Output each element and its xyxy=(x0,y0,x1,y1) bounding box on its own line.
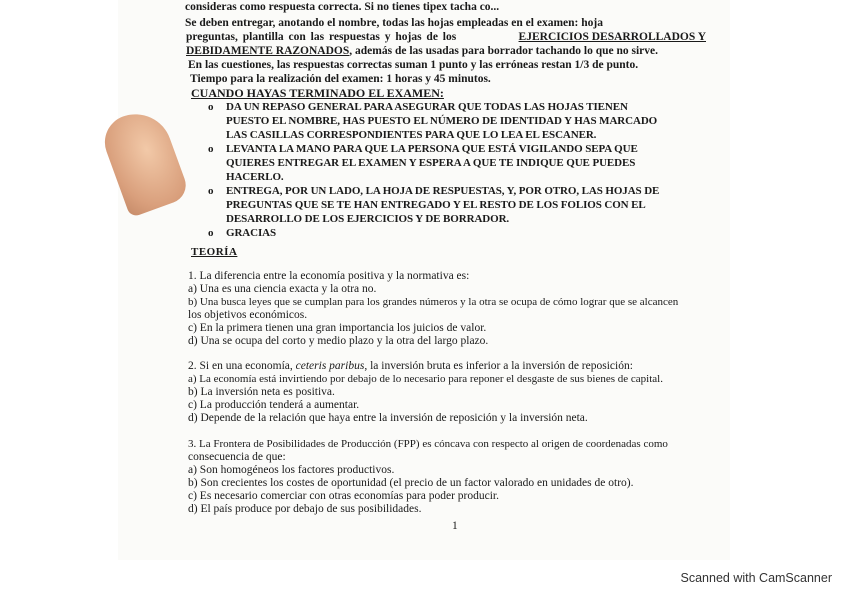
answer-option: a) Son homogéneos los factores productivos. xyxy=(188,464,395,476)
bullet-line: HACERLO. xyxy=(226,171,284,183)
bullet-icon: o xyxy=(208,143,214,155)
instruction-line: Tiempo para la realización del examen: 1 horas y 45 minutos. xyxy=(190,73,491,85)
bullet-line: PUESTO EL NOMBRE, HAS PUESTO EL NÚMERO DE IDENTIDAD Y HAS MARCADO xyxy=(226,115,658,127)
instruction-line: En las cuestiones, las respuestas correctas suman 1 punto y las erróneas restan 1/3 de punto. xyxy=(188,59,639,71)
instruction-line xyxy=(186,31,706,44)
answer-option: a) Una es una ciencia exacta y la otra no. xyxy=(188,283,377,295)
bullet-line: DA UN REPASO GENERAL PARA ASEGURAR QUE TODAS LAS HOJAS TIENEN xyxy=(226,101,628,113)
bullet-line: ENTREGA, POR UN LADO, LA HOJA DE RESPUESTAS, Y, POR OTRO, LAS HOJAS DE xyxy=(226,185,660,197)
answer-option: b) Son crecientes los costes de oportunidad (el precio de un factor valorado en unidades de otro). xyxy=(188,477,634,489)
bullet-line: LAS CASILLAS CORRESPONDIENTES PARA QUE LO LEA EL ESCANER. xyxy=(226,129,597,141)
bullet-line: DESARROLLO DE LOS EJERCICIOS Y DE BORRADOR. xyxy=(226,213,510,225)
question-text: 2. Si en una economía, xyxy=(188,360,296,372)
bullet-line: GRACIAS xyxy=(226,227,277,239)
scanner-watermark: Scanned with CamScanner xyxy=(680,571,832,585)
cut-off-line: consideras como respuesta correcta. Si no tienes tipex tacha co... xyxy=(185,1,500,13)
question-title: 1. La diferencia entre la economía positiva y la normativa es: xyxy=(188,270,470,282)
instruction-text: , además de las usadas para borrador tachando lo que no sirve. xyxy=(349,45,658,57)
question-title xyxy=(188,360,633,373)
instruction-emphasis: DEBIDAMENTE RAZONADOS xyxy=(186,45,350,57)
answer-option: d) Una se ocupa del corto y medio plazo y la otra del largo plazo. xyxy=(188,335,489,347)
page-content xyxy=(0,1,848,568)
answer-option: d) El país produce por debajo de sus posibilidades. xyxy=(188,503,422,515)
instruction-emphasis: EJERCICIOS DESARROLLADOS Y xyxy=(518,31,706,43)
bullet-line: PREGUNTAS QUE SE TE HAN ENTREGADO Y EL RESTO DE LOS FOLIOS CON EL xyxy=(226,199,646,211)
answer-option: d) Depende de la relación que haya entre la inversión de reposición y la inversión neta. xyxy=(188,412,588,424)
page-number: 1 xyxy=(452,520,458,532)
answer-option: b) La inversión neta es positiva. xyxy=(188,386,335,398)
instruction-line xyxy=(186,45,658,58)
bullet-line: QUIERES ENTREGAR EL EXAMEN Y ESPERA A QUE TE INDIQUE QUE PUEDES xyxy=(226,157,636,169)
bullet-icon: o xyxy=(208,185,214,197)
answer-option: los objetivos económicos. xyxy=(188,309,308,321)
answer-option: c) La producción tenderá a aumentar. xyxy=(188,399,360,411)
instruction-text: preguntas, plantilla con las respuestas y hojas de los xyxy=(186,31,457,43)
bullet-icon: o xyxy=(208,101,214,113)
answer-option: b) Una busca leyes que se cumplan para los grandes números y la otra se ocupa de cómo lograr que se alcancen xyxy=(188,296,679,308)
answer-option: c) Es necesario comerciar con otras economías para poder producir. xyxy=(188,490,499,502)
bullet-icon: o xyxy=(208,227,214,239)
instruction-heading: CUANDO HAYAS TERMINADO EL EXAMEN: xyxy=(191,86,444,100)
instruction-line: Se deben entregar, anotando el nombre, todas las hojas empleadas en el examen: hoja xyxy=(185,17,603,29)
question-title: 3. La Frontera de Posibilidades de Producción (FPP) es cóncava con respecto al origen de coordenadas como xyxy=(188,438,668,450)
question-text: , la inversión bruta es inferior a la inversión de reposición: xyxy=(364,360,633,372)
question-italic: ceteris paribus xyxy=(295,360,365,372)
question-title: consecuencia de que: xyxy=(188,451,286,463)
answer-option: c) En la primera tienen una gran importancia los juicios de valor. xyxy=(188,322,487,334)
bullet-line: LEVANTA LA MANO PARA QUE LA PERSONA QUE ESTÁ VIGILANDO SEPA QUE xyxy=(226,143,638,155)
section-title: TEORÍA xyxy=(191,246,238,258)
answer-option: a) La economía está invirtiendo por debajo de lo necesario para reponer el desgaste de sus bienes de capital. xyxy=(188,373,663,385)
